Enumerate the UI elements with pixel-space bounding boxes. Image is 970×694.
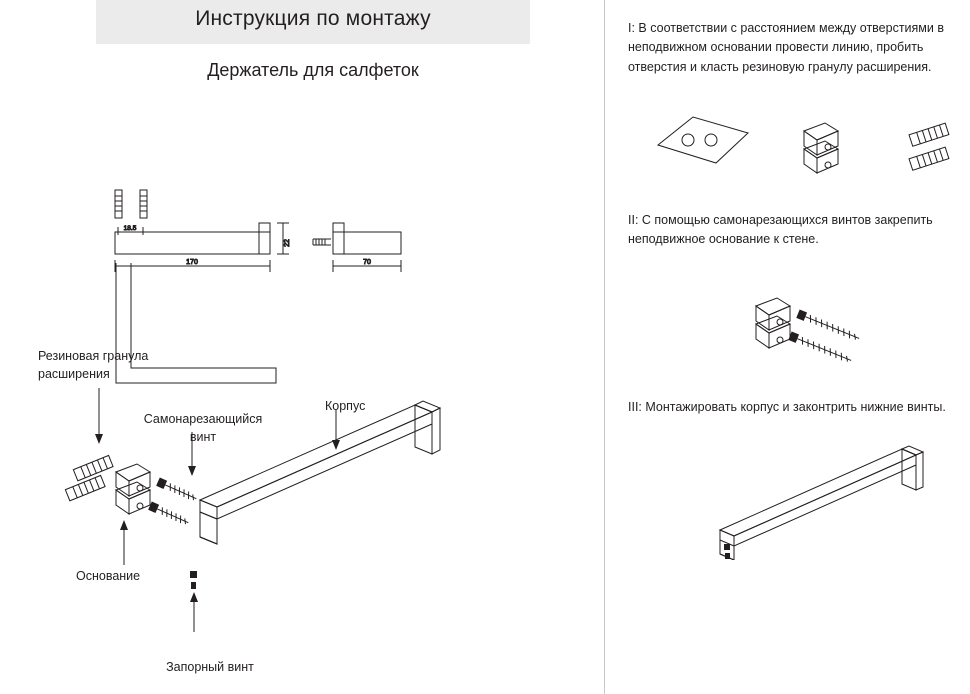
callout-self-tapping-screw: Самонарезающийся винт: [143, 412, 263, 444]
arrow-body: [332, 410, 340, 450]
step-1-text: I: В соответствии с расстоянием между отверстиями в неподвижном основании провести линию, пробить отверстия и класть резиновую гранулу расширения.: [628, 21, 944, 74]
callout-body: Корпус: [325, 399, 366, 413]
arrow-lock-screw: [190, 592, 198, 632]
callout-granule: Резиновая гранула расширения: [38, 349, 149, 381]
step-3-illustration: [690, 420, 970, 560]
exploded-assembly-drawing: [0, 360, 604, 690]
page-title: Инструкция по монтажу: [195, 7, 431, 30]
svg-text:170: 170: [186, 259, 198, 266]
svg-text:22: 22: [284, 239, 291, 247]
callout-base: Основание: [76, 569, 141, 583]
expansion-granules: [65, 455, 113, 500]
self-tapping-screws: [148, 478, 198, 527]
step-3-text: III: Монтажировать корпус и законтрить нижние винты.: [628, 400, 946, 414]
arrow-granule: [95, 388, 103, 444]
fixed-base-block: [116, 464, 150, 514]
svg-text:18.5: 18.5: [123, 225, 137, 232]
step-1-illustration: [628, 105, 970, 195]
arrow-base: [120, 520, 128, 565]
callout-lock-screw: Запорный винт: [166, 660, 254, 674]
lock-screw: [190, 571, 197, 589]
svg-text:70: 70: [363, 259, 371, 266]
step-2-text: II: С помощью самонарезающихся винтов закрепить неподвижное основание к стене.: [628, 213, 933, 247]
step-2-illustration: [740, 280, 970, 370]
column-divider: [604, 0, 605, 694]
product-subtitle: Держатель для салфеток: [207, 60, 419, 80]
